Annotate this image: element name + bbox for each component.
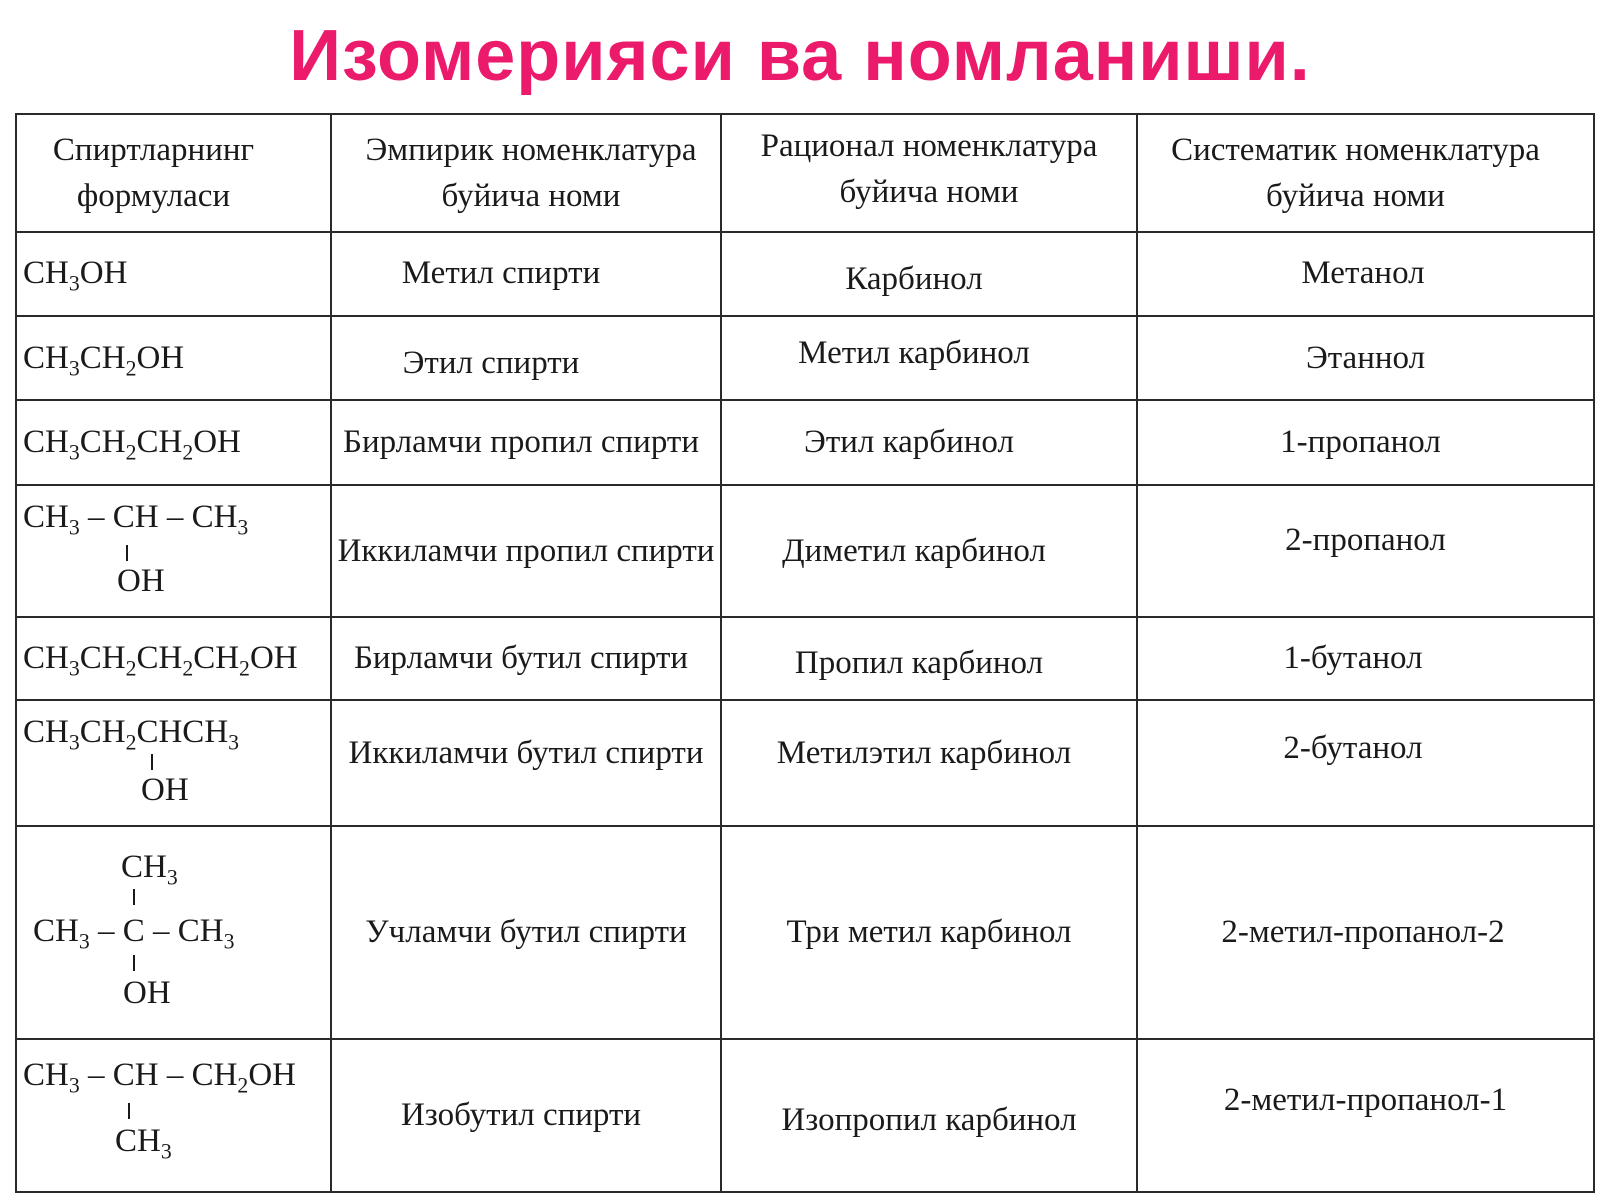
empirical-name-cell: Изобутил спирти (331, 1039, 721, 1192)
table-row (16, 400, 1594, 484)
rational-name-cell: Карбинол (721, 232, 1137, 316)
formula-cell (16, 232, 331, 316)
bond-line (133, 889, 135, 905)
formula-main-chain: $CH_3$ – CH – $CH_3$ (23, 498, 249, 540)
alcohol-nomenclature-table (15, 113, 1595, 1193)
formula-branch: $CH_3$ (115, 1123, 172, 1164)
empirical-name-cell: Иккиламчи бутил спирти (331, 700, 721, 827)
formula-text: $CH_3CH_2OH$ (23, 339, 185, 381)
rational-name-cell: Этил карбинол (721, 400, 1137, 484)
systematic-name-cell: Этаннол (1137, 316, 1594, 400)
systematic-name-cell: Метанол (1137, 232, 1594, 316)
header-rational (721, 114, 1137, 232)
empirical-name-cell: Метил спирти (331, 232, 721, 316)
table-row (16, 1039, 1594, 1192)
structural-formula (33, 849, 234, 1019)
header-empirical (331, 114, 721, 232)
header-label: Рационал номенклатура буйича номи (760, 127, 1098, 210)
empirical-name-cell: Этил спирти (331, 316, 721, 400)
table-row (16, 485, 1594, 618)
rational-name-cell: Метилэтил карбинол (721, 700, 1137, 827)
table-header-row (16, 114, 1594, 232)
formula-branch: OH (141, 772, 189, 809)
header-label: Спиртларнинг формуласи (52, 131, 255, 214)
systematic-name-cell: 1-бутанол (1137, 617, 1594, 699)
systematic-name-cell: 2-метил-пропанол-1 (1137, 1039, 1594, 1192)
formula-cell (16, 617, 331, 699)
bond-line (126, 545, 128, 561)
empirical-name-cell: Иккиламчи пропил спирти (331, 485, 721, 618)
formula-top-branch: $CH_3$ (121, 849, 178, 890)
structural-formula (23, 714, 239, 814)
table-row (16, 232, 1594, 316)
formula-text: $CH_3CH_2CH_2CH_2OH$ (23, 640, 298, 681)
page-title: Изомерияси ва номланиши. (289, 16, 1311, 96)
header-systematic (1137, 114, 1594, 232)
systematic-name-cell: 1-пропанол (1137, 400, 1594, 484)
rational-name-cell: Пропил карбинол (721, 617, 1137, 699)
bond-line (128, 1103, 130, 1119)
formula-cell (16, 316, 331, 400)
formula-branch: OH (117, 562, 165, 599)
systematic-name-cell: 2-бутанол (1137, 700, 1594, 827)
formula-cell (16, 400, 331, 484)
rational-name-cell: Метил карбинол (721, 316, 1137, 400)
rational-name-cell: Диметил карбинол (721, 485, 1137, 618)
formula-text: $CH_3CH_2CH_2OH$ (23, 424, 241, 465)
header-label: Систематик номенклатура буйича номи (1171, 131, 1540, 214)
systematic-name-cell: 2-метил-пропанол-2 (1137, 826, 1594, 1039)
formula-cell (16, 700, 331, 827)
systematic-name-cell: 2-пропанол (1137, 485, 1594, 618)
rational-name-cell: Изопропил карбинол (721, 1039, 1137, 1192)
bond-line (133, 955, 135, 971)
structural-formula (23, 499, 248, 607)
formula-branch: OH (123, 975, 171, 1012)
table-row (16, 700, 1594, 827)
empirical-name-cell: Учламчи бутил спирти (331, 826, 721, 1039)
formula-main-chain: $CH_3$ – CH – $CH_2OH$ (23, 1057, 296, 1098)
table-row (16, 316, 1594, 400)
table-row (16, 826, 1594, 1039)
rational-name-cell: Три метил карбинол (721, 826, 1137, 1039)
table-row (16, 617, 1594, 699)
formula-cell (16, 826, 331, 1039)
structural-formula (23, 1057, 296, 1177)
formula-main-chain: $CH_3CH_2CHCH_3$ (23, 714, 240, 756)
empirical-name-cell: Бирламчи бутил спирти (331, 617, 721, 699)
formula-cell (16, 1039, 331, 1192)
formula-cell (16, 485, 331, 618)
empirical-name-cell: Бирламчи пропил спирти (331, 400, 721, 484)
formula-text: $CH_3OH$ (23, 255, 128, 296)
bond-line (151, 754, 153, 770)
header-formula (16, 114, 331, 232)
formula-main-chain: $CH_3$ – C – $CH_3$ (33, 913, 235, 954)
header-label: Эмпирик номенклатура буйича номи (365, 131, 697, 214)
